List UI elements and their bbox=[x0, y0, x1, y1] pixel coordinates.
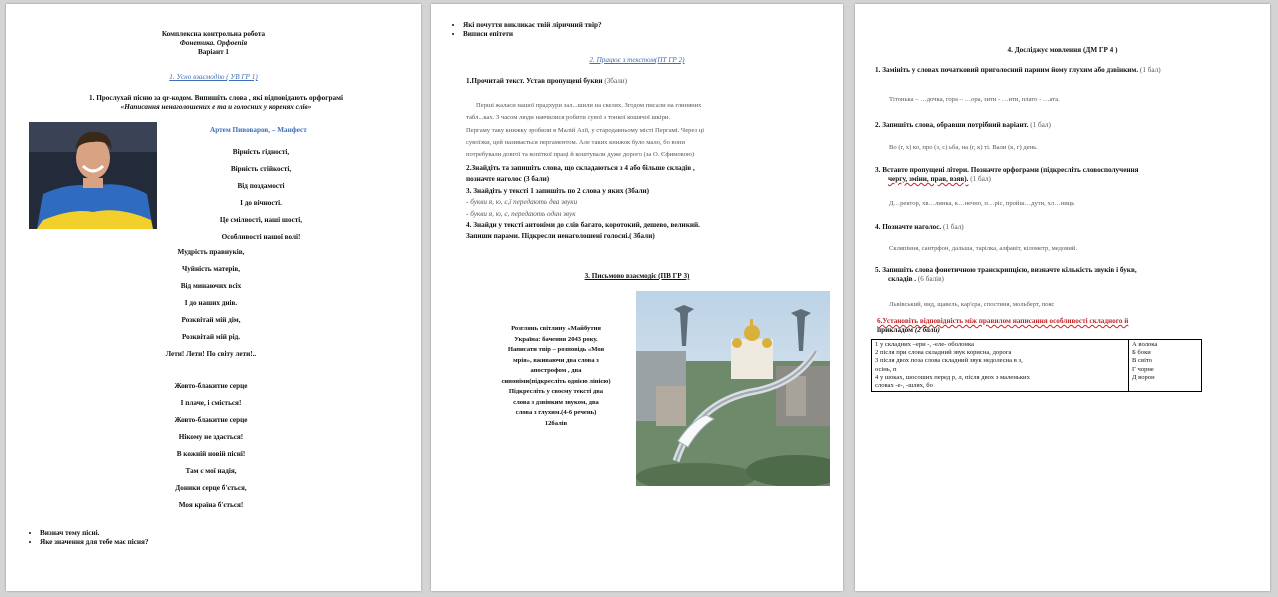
exercise-text-cont: складів . bbox=[888, 275, 917, 283]
exercise-1-example: Тітонька – …дочка, гора – …ора, зити - …ити, плато - …ата. bbox=[889, 96, 1060, 103]
bullet-item: • Які почуття викликає твій ліричний твір? bbox=[463, 21, 813, 30]
exercise-text: Вставте пропущені літери. Позначте орфограми (підкресліть словосполучення bbox=[882, 166, 1139, 174]
lyric-line: Від поздамості bbox=[237, 182, 285, 190]
rule-line: 1 у складних –ери -, -еле- оболонка bbox=[875, 341, 974, 348]
lyric-line: Лети! Лети! По світу лети!.. bbox=[165, 350, 257, 358]
essay-line: 12балів bbox=[544, 419, 568, 427]
essay-line: мрія», вживаючи два слова з bbox=[513, 356, 599, 364]
rule-line: 4 у шоках, шосоших перед р, л, після двох з маленьких bbox=[875, 373, 1030, 381]
task-line: - букви я, ю, є, передають один звук bbox=[466, 209, 576, 218]
paragraph-line: Перші жаласи нашої прадхури зал...шили на скелях. Згодом писали на глиняних bbox=[476, 102, 702, 109]
table-cell-rule bbox=[872, 340, 1129, 392]
exercise-number: 2. bbox=[875, 121, 881, 129]
paragraph-line: табл...ках. З часом люди навчилися робити сувої з тонкої кошячої шкіри. bbox=[466, 114, 671, 122]
page-1 bbox=[6, 4, 421, 591]
task-1-line-1: 1. Прослухай пісню за qr-кодом. Випишіть слова , які відповідають орфограмі bbox=[89, 94, 343, 102]
task-line: 4. Знайди у тексті антоніми до слів багато, коротокий, дешево, великий. bbox=[466, 221, 700, 230]
lyric-line: Доники серце б'ється, bbox=[175, 484, 247, 492]
essay-line: Написати твір – розповідь «Моя bbox=[507, 346, 605, 353]
essay-line: слова з глухим.(4-6 речень) bbox=[515, 409, 597, 416]
lyric-line: Вірність гідності, bbox=[232, 148, 290, 156]
future-city-photo bbox=[636, 291, 830, 486]
exercise-3-example: Д…ректор, хв…линка, к…нечно, п…ріс, пройш…дути, хл…ниць bbox=[889, 200, 1075, 207]
lyric-line: Від минаючих всіх bbox=[180, 282, 242, 290]
exercise-points: (1 бал) bbox=[970, 175, 991, 183]
lyric-line: Розквітай мій дім, bbox=[181, 316, 241, 324]
page1-questions bbox=[30, 529, 390, 547]
lyric-line: Особливості нашої волі! bbox=[221, 233, 301, 241]
exercise-5-example: Львівський, вид, щавель, кар'єра, спостиня, мольберт, пояс bbox=[889, 301, 1055, 308]
exercise-points: (1 бал) bbox=[1030, 121, 1051, 129]
lyrics-verse-1 bbox=[186, 144, 336, 246]
page-subtitle: Фонетика. Орфоепія bbox=[179, 39, 248, 47]
lyric-line: Моя країна б'ється! bbox=[178, 501, 244, 509]
rule-line: осінь, п bbox=[875, 365, 897, 373]
exercise-4-example: Скляпіння, сантрфон, дальша, тарілка, алфавіт, кілометр, медовий. bbox=[889, 245, 1078, 252]
exercise-6-line-1: 6.Установіть відповідність між правилом написання особливості складного й bbox=[877, 317, 1129, 325]
task-line: Запиши парами. Підкресли ненаголошені голосні.( 3бали) bbox=[466, 232, 655, 241]
bullet-item: • Визнач тему пісні. bbox=[40, 529, 390, 538]
task-line: позначте наголос (3 бали) bbox=[466, 175, 550, 184]
exercise-4 bbox=[875, 223, 1255, 232]
task-line: - букви я, ю, є,ї передають два звуки bbox=[466, 198, 578, 207]
lyric-line: Нікому не здається! bbox=[178, 433, 244, 441]
task-1-line-2: «Написання ненаголошених е та и голосних у коренях слів» bbox=[120, 103, 312, 111]
bullet-item: • Виписи епітети bbox=[463, 30, 813, 39]
exercise-2 bbox=[875, 121, 1255, 130]
example-line: А волока bbox=[1132, 341, 1158, 348]
matching-table bbox=[871, 339, 1202, 392]
paragraph-line: сувоїзки, цей називається пергаментом. Але таких книжок було мало, бо вони bbox=[466, 138, 685, 146]
essay-line: слова з дзвінким звуком, два bbox=[513, 398, 599, 406]
table-row bbox=[872, 340, 1202, 392]
exercise-5 bbox=[875, 266, 1260, 284]
page-title: Комплексна контрольна робота bbox=[161, 30, 266, 38]
page2-top-questions bbox=[453, 21, 813, 39]
lyric-line: І до наших днів. bbox=[184, 299, 238, 307]
task-read bbox=[466, 77, 826, 86]
page-3 bbox=[855, 4, 1270, 591]
section-heading-2: 2. Працює з текстом(ПТ ГР 2) bbox=[589, 56, 685, 64]
bullet-item: • Яке значення для тебе має пісня? bbox=[40, 538, 390, 547]
essay-line: Підкресліть у своєму тексті два bbox=[508, 388, 604, 395]
lyric-line: Там є мої надія, bbox=[185, 467, 237, 475]
reading-paragraph bbox=[466, 100, 826, 161]
exercise-points: (1 бал) bbox=[943, 223, 964, 231]
rule-line: 3 після двох поза слова складний звук недолесна в з, bbox=[875, 357, 1023, 365]
lyric-line: Чуйність матерів, bbox=[181, 265, 241, 273]
rule-line: словах -е-, -шлях, бо bbox=[875, 382, 933, 390]
lyrics-verse-2 bbox=[136, 244, 286, 363]
lyric-line: І до вічності. bbox=[240, 199, 282, 207]
singer-photo-image bbox=[29, 122, 157, 229]
song-credit-text: Артем Пивоваров, – Манфест bbox=[210, 126, 307, 134]
lyrics-chorus bbox=[136, 378, 286, 514]
task-read-points: (3бали) bbox=[604, 77, 628, 85]
variant-label: Варіант 1 bbox=[197, 48, 230, 56]
page-2 bbox=[431, 4, 843, 591]
exercise-text: Замініть у словах початковий приголосний парним йому глухим або дзвінким. bbox=[882, 66, 1139, 74]
table-cell-example bbox=[1129, 340, 1202, 392]
exercise-text: Позначте наголос. bbox=[882, 223, 942, 231]
essay-line: Україна: бачення 2043 року. bbox=[514, 335, 598, 343]
rule-line: 2 після при слова складний звук корисна, дорога bbox=[875, 349, 1012, 357]
exercise-2-example: Во (г, х) ко, про (з, с) ьба, на (г, к) ті. Вали (к, г) день. bbox=[889, 144, 1038, 151]
exercise-text: Запишіть слова, обравши потрібний варіант. bbox=[882, 121, 1029, 129]
essay-task bbox=[476, 324, 636, 429]
example-line: Б боки bbox=[1132, 349, 1151, 357]
exercise-text: Запишіть слова фонетичною транскрипцією, визначте кількість звуків і букв, bbox=[882, 266, 1137, 274]
task-line: 2.Знайдіть та запишіть слова, що складаються з 4 або більше складів , bbox=[466, 164, 695, 172]
exercise-text-cont: чергу, зміни, прав, взяв). bbox=[888, 175, 969, 183]
exercise-6-line-2: прикладом bbox=[877, 326, 914, 334]
singer-photo bbox=[29, 122, 157, 229]
lyric-line: Розквітай мій рід. bbox=[181, 333, 241, 341]
exercise-6 bbox=[877, 317, 1262, 335]
example-line: В світо bbox=[1132, 357, 1153, 365]
exercise-3 bbox=[875, 166, 1260, 184]
task-line: 3. Знайдіть у тексті 1 запишіть по 2 слова у яких (3бали) bbox=[466, 186, 650, 195]
task-read-text: 1.Прочитай текст. Устав пропущені букви bbox=[466, 77, 603, 85]
exercise-1 bbox=[875, 66, 1255, 75]
exercise-number: 4. bbox=[875, 223, 881, 231]
song-credit bbox=[210, 126, 370, 135]
exercise-points: (6 балів) bbox=[917, 275, 944, 283]
lyric-line: В кожній новій пісні! bbox=[176, 450, 246, 458]
exercise-points: (1 бал) bbox=[1139, 66, 1161, 74]
exercise-number: 1. bbox=[875, 66, 881, 74]
example-line: Г чорне bbox=[1132, 365, 1154, 373]
exercise-number: 5. bbox=[875, 266, 881, 274]
section-heading-4: 4. Досліджує мовлення (ДМ ГР 4 ) bbox=[1007, 46, 1118, 54]
lyric-line: Вірність стійкості, bbox=[230, 165, 292, 173]
lyric-line: Жовто-блакитне серце bbox=[174, 382, 248, 390]
lyric-line: І плаче, і сміється! bbox=[180, 399, 242, 407]
essay-line: синоніми(підкресліть однією лінією) bbox=[501, 377, 611, 385]
section-heading-1: 1. Усно взаємодію ( УВ ГР 1) bbox=[169, 73, 258, 81]
tasks-list bbox=[466, 163, 836, 243]
paragraph-line: потребували довгої та копіткої праці й коштували дуже дорого (за О. Єфимовою) bbox=[466, 151, 695, 159]
lyric-line: Мудрість правнуків, bbox=[177, 248, 245, 256]
lyric-line: Це смілвості, наші шості, bbox=[219, 216, 303, 224]
essay-line: апострофом , два bbox=[530, 367, 582, 374]
section-heading-3: 3. Письмово взаємодіє (ПВ ГР 3) bbox=[584, 272, 690, 280]
example-line: Д ворон bbox=[1132, 373, 1155, 381]
exercise-6-points: (2 бали) bbox=[914, 326, 940, 334]
essay-line: Розглянь світлину «Майбутня bbox=[511, 325, 601, 332]
lyric-line: Жовто-блакитне серце bbox=[174, 416, 248, 424]
exercise-number: 3. bbox=[875, 166, 881, 174]
future-city-image bbox=[636, 291, 830, 486]
paragraph-line: Пергаму таку книжку зробили в Малій Азії, у стародавньому місті Пергамі. Через ці bbox=[466, 126, 705, 134]
